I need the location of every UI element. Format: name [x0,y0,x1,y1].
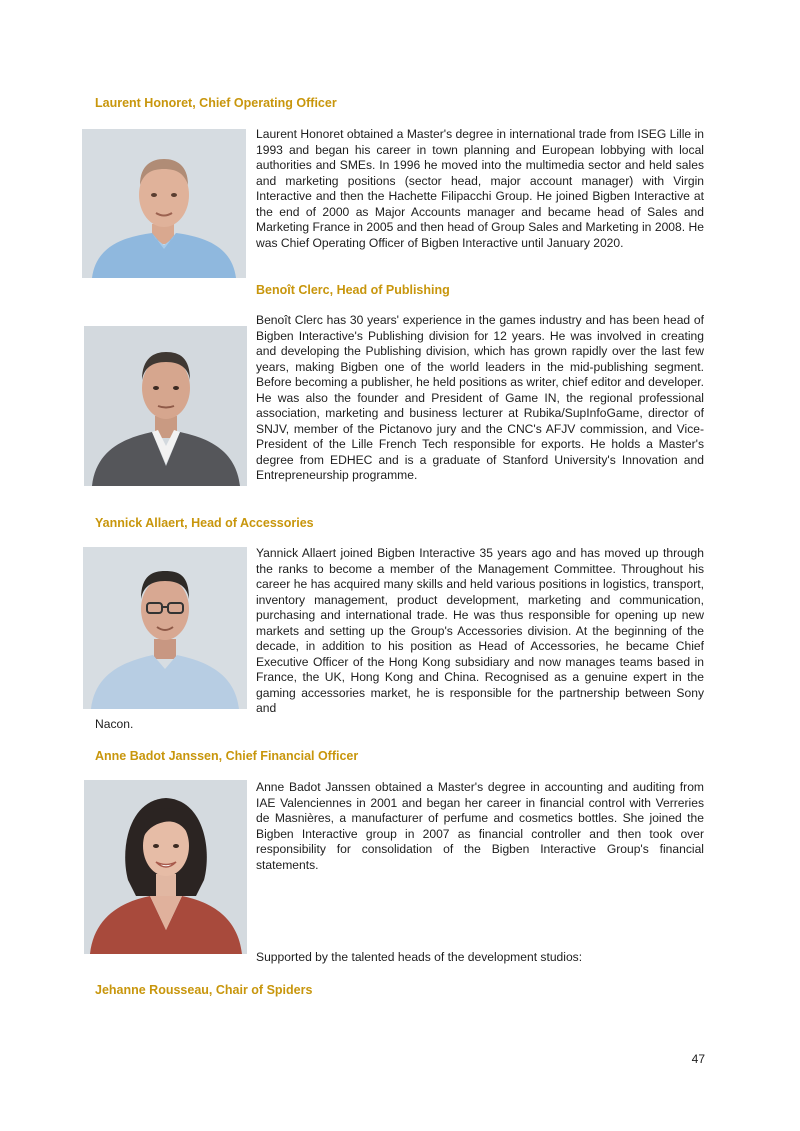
profile-bio: Yannick Allaert joined Bigben Interactive 35 years ago and has moved up through the ranks to become a member of the Management Committee. Throughout his career he has acquired many skills and held various positions in logistics, transport, inventory management, product development, marketing and communication, purchasing and international trade. He was thus responsible for opening up new markets and setting up the Group's Accessories division. At the beginning of the decade, in addition to his position as Head of Accessories, he became Chief Executive Officer of the Hong Kong subsidiary and now manages teams based in France, the UK, Hong Kong and China. Recognised as a genuine expert in the gaming accessories market, he is responsible for the partnership between Sony and [256,546,704,716]
portrait-photo [83,547,247,709]
profile-heading: Anne Badot Janssen, Chief Financial Officer [95,749,359,763]
profile-bio-continuation: Nacon. [95,717,134,731]
profile-bio: Benoît Clerc has 30 years' experience in the games industry and has been head of Bigben Interactive's Publishing division for 12 years. He was involved in creating and developing the Publishing division, which has grown rapidly over the last few years, making Bigben one of the world leaders in the mid-publishing segment. Before becoming a publisher, he held positions as writer, chief editor and developer. He was also the founder and President of Game IN, the regional professional association, marketing and business lecturer at Rubika/SupInfoGame, director of SNJV, member of the Pictanovo jury and the CNC's AFJV commission, and Vice-President of the Lille French Tech responsible for exports. He holds a Master's degree from EDHEC and is a graduate of Stanford University's Innovation and Entrepreneurship programme. [256,313,704,483]
profile-heading: Jehanne Rousseau, Chair of Spiders [95,983,313,997]
portrait-photo [84,780,247,954]
studios-intro: Supported by the talented heads of the development studios: [256,950,583,964]
profile-bio: Anne Badot Janssen obtained a Master's degree in accounting and auditing from IAE Valenciennes in 2001 and began her career in financial control with Verreries de Masnières, a manufacturer of perfume and cosmetics bottles. She joined the Bigben Interactive group in 2007 as financial controller and then took over responsibility for consolidation of the Bigben Interactive Group's financial statements. [256,780,704,872]
profile-bio: Laurent Honoret obtained a Master's degree in international trade from ISEG Lille in 1993 and began his career in town planning and European lobbying with local authorities and SMEs. In 1996 he moved into the multimedia sector and held sales and marketing positions (sector head, major account manager) with Virgin Interactive and then the Hachette Filipacchi Group. He joined Bigben Interactive at the end of 2000 as Major Accounts manager and became head of Sales and Marketing France in 2005 and then head of Group Sales and Marketing in 2008. He was Chief Operating Officer of Bigben Interactive until January 2020. [256,127,704,250]
profile-heading: Laurent Honoret, Chief Operating Officer [95,96,337,110]
profile-heading: Yannick Allaert, Head of Accessories [95,516,314,530]
portrait-photo [82,129,246,278]
page-number: 47 [691,1052,705,1066]
profile-heading: Benoît Clerc, Head of Publishing [256,283,450,297]
portrait-photo [84,326,247,486]
